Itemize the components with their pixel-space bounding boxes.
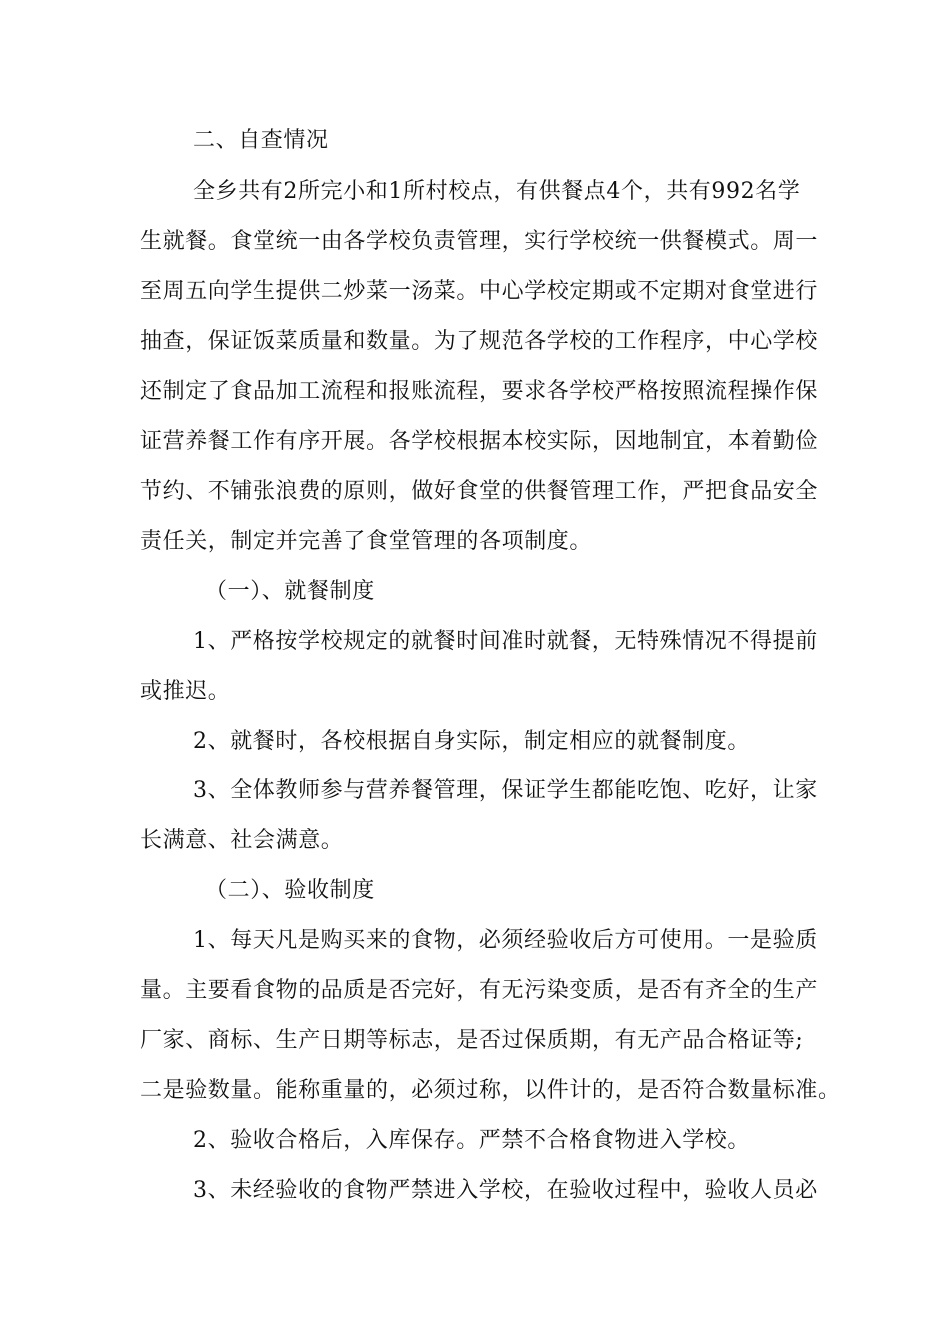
dining-item-3-cont: 长满意、社会满意。 [140,828,344,853]
acceptance-item-1-cont: 量。主要看食物的品质是否完好，有无污染变质，是否有齐全的生产 [140,978,819,1003]
intro-line: 责任关，制定并完善了食堂管理的各项制度。 [140,529,593,554]
acceptance-item-2: 2、验收合格后，入库保存。严禁不合格食物进入学校。 [193,1128,750,1153]
intro-line: 抽查，保证饭菜质量和数量。为了规范各学校的工作程序，中心学校 [140,329,819,354]
intro-line: 证营养餐工作有序开展。各学校根据本校实际，因地制宜，本着勤俭 [140,429,819,454]
acceptance-item-1-cont: 厂家、商标、生产日期等标志，是否过保质期，有无产品合格证等; [140,1028,804,1053]
dining-item-2: 2、就餐时，各校根据自身实际，制定相应的就餐制度。 [193,729,750,754]
acceptance-item-3: 3、未经验收的食物严禁进入学校，在验收过程中，验收人员必 [193,1178,818,1203]
intro-line: 至周五向学生提供二炒菜一汤菜。中心学校定期或不定期对食堂进行 [140,279,819,304]
acceptance-item-1-cont: 二是验数量。能称重量的，必须过称，以件计的，是否符合数量标准。 [140,1078,841,1103]
intro-line: 还制定了食品加工流程和报账流程，要求各学校严格按照流程操作保 [140,379,819,404]
intro-line: 节约、不铺张浪费的原则，做好食堂的供餐管理工作，严把食品安全 [140,479,819,504]
dining-item-3: 3、全体教师参与营养餐管理，保证学生都能吃饱、吃好，让家 [193,778,818,803]
section-title: 二、自查情况 [193,128,329,153]
dining-heading: （一）、就餐制度 [205,579,375,604]
dining-item-1: 1、严格按学校规定的就餐时间准时就餐，无特殊情况不得提前 [193,629,818,654]
dining-item-1-cont: 或推迟。 [140,679,231,704]
intro-line: 全乡共有2所完小和1所村校点，有供餐点4个，共有992名学 [193,179,801,204]
acceptance-heading: （二）、验收制度 [205,878,375,903]
acceptance-item-1: 1、每天凡是购买来的食物，必须经验收后方可使用。一是验质 [193,928,818,953]
intro-line: 生就餐。食堂统一由各学校负责管理，实行学校统一供餐模式。周一 [140,229,819,254]
